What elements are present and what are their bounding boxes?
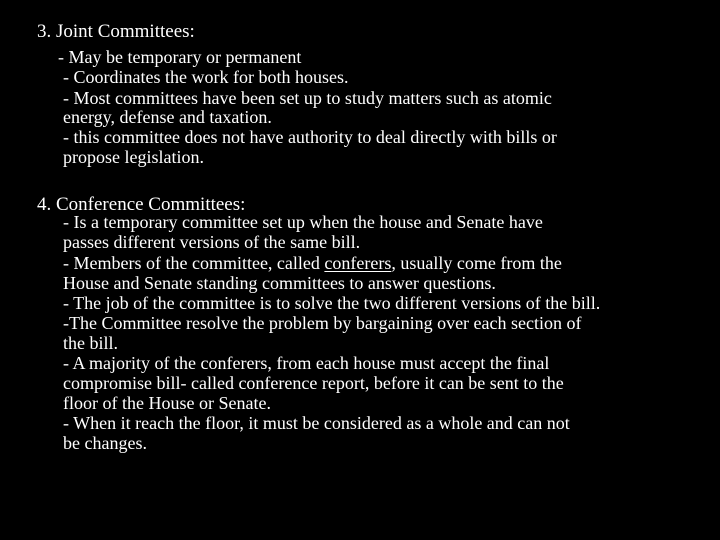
joint-committees-line: - Most committees have been set up to study matters such as atomic [63, 88, 552, 108]
conference-committees-line: floor of the House or Senate. [63, 393, 271, 413]
joint-committees-line: - this committee does not have authority to deal directly with bills or [63, 127, 557, 147]
conference-committees-line: - Is a temporary committee set up when the house and Senate have [63, 212, 543, 232]
conference-committees-line: passes different versions of the same bill. [63, 232, 361, 252]
joint-committees-line: - May be temporary or permanent [58, 47, 302, 67]
joint-committees-line: propose legislation. [63, 147, 204, 167]
conference-committees-heading: 4. Conference Committees: [37, 194, 246, 215]
conference-committees-line: -The Committee resolve the problem by bargaining over each section of [63, 313, 582, 333]
conference-committees-line: compromise bill- called conference report, before it can be sent to the [63, 373, 564, 393]
conference-committees-line: - The job of the committee is to solve the two different versions of the bill. [63, 293, 601, 313]
line-text: - Members of the committee, called [63, 253, 325, 273]
conference-committees-line: be changes. [63, 433, 147, 453]
conference-committees-line: the bill. [63, 333, 118, 353]
conference-committees-line: House and Senate standing committees to answer questions. [63, 273, 496, 293]
conference-committees-line: - A majority of the conferers, from each house must accept the final [63, 353, 550, 373]
conference-committees-line: - When it reach the floor, it must be considered as a whole and can not [63, 413, 570, 433]
line-text: , usually come from the [391, 253, 562, 273]
joint-committees-heading: 3. Joint Committees: [37, 21, 195, 42]
joint-committees-line: - Coordinates the work for both houses. [63, 67, 349, 87]
conferers-term: conferers [324, 253, 392, 273]
conference-committees-line [63, 253, 562, 273]
joint-committees-line: energy, defense and taxation. [63, 107, 272, 127]
